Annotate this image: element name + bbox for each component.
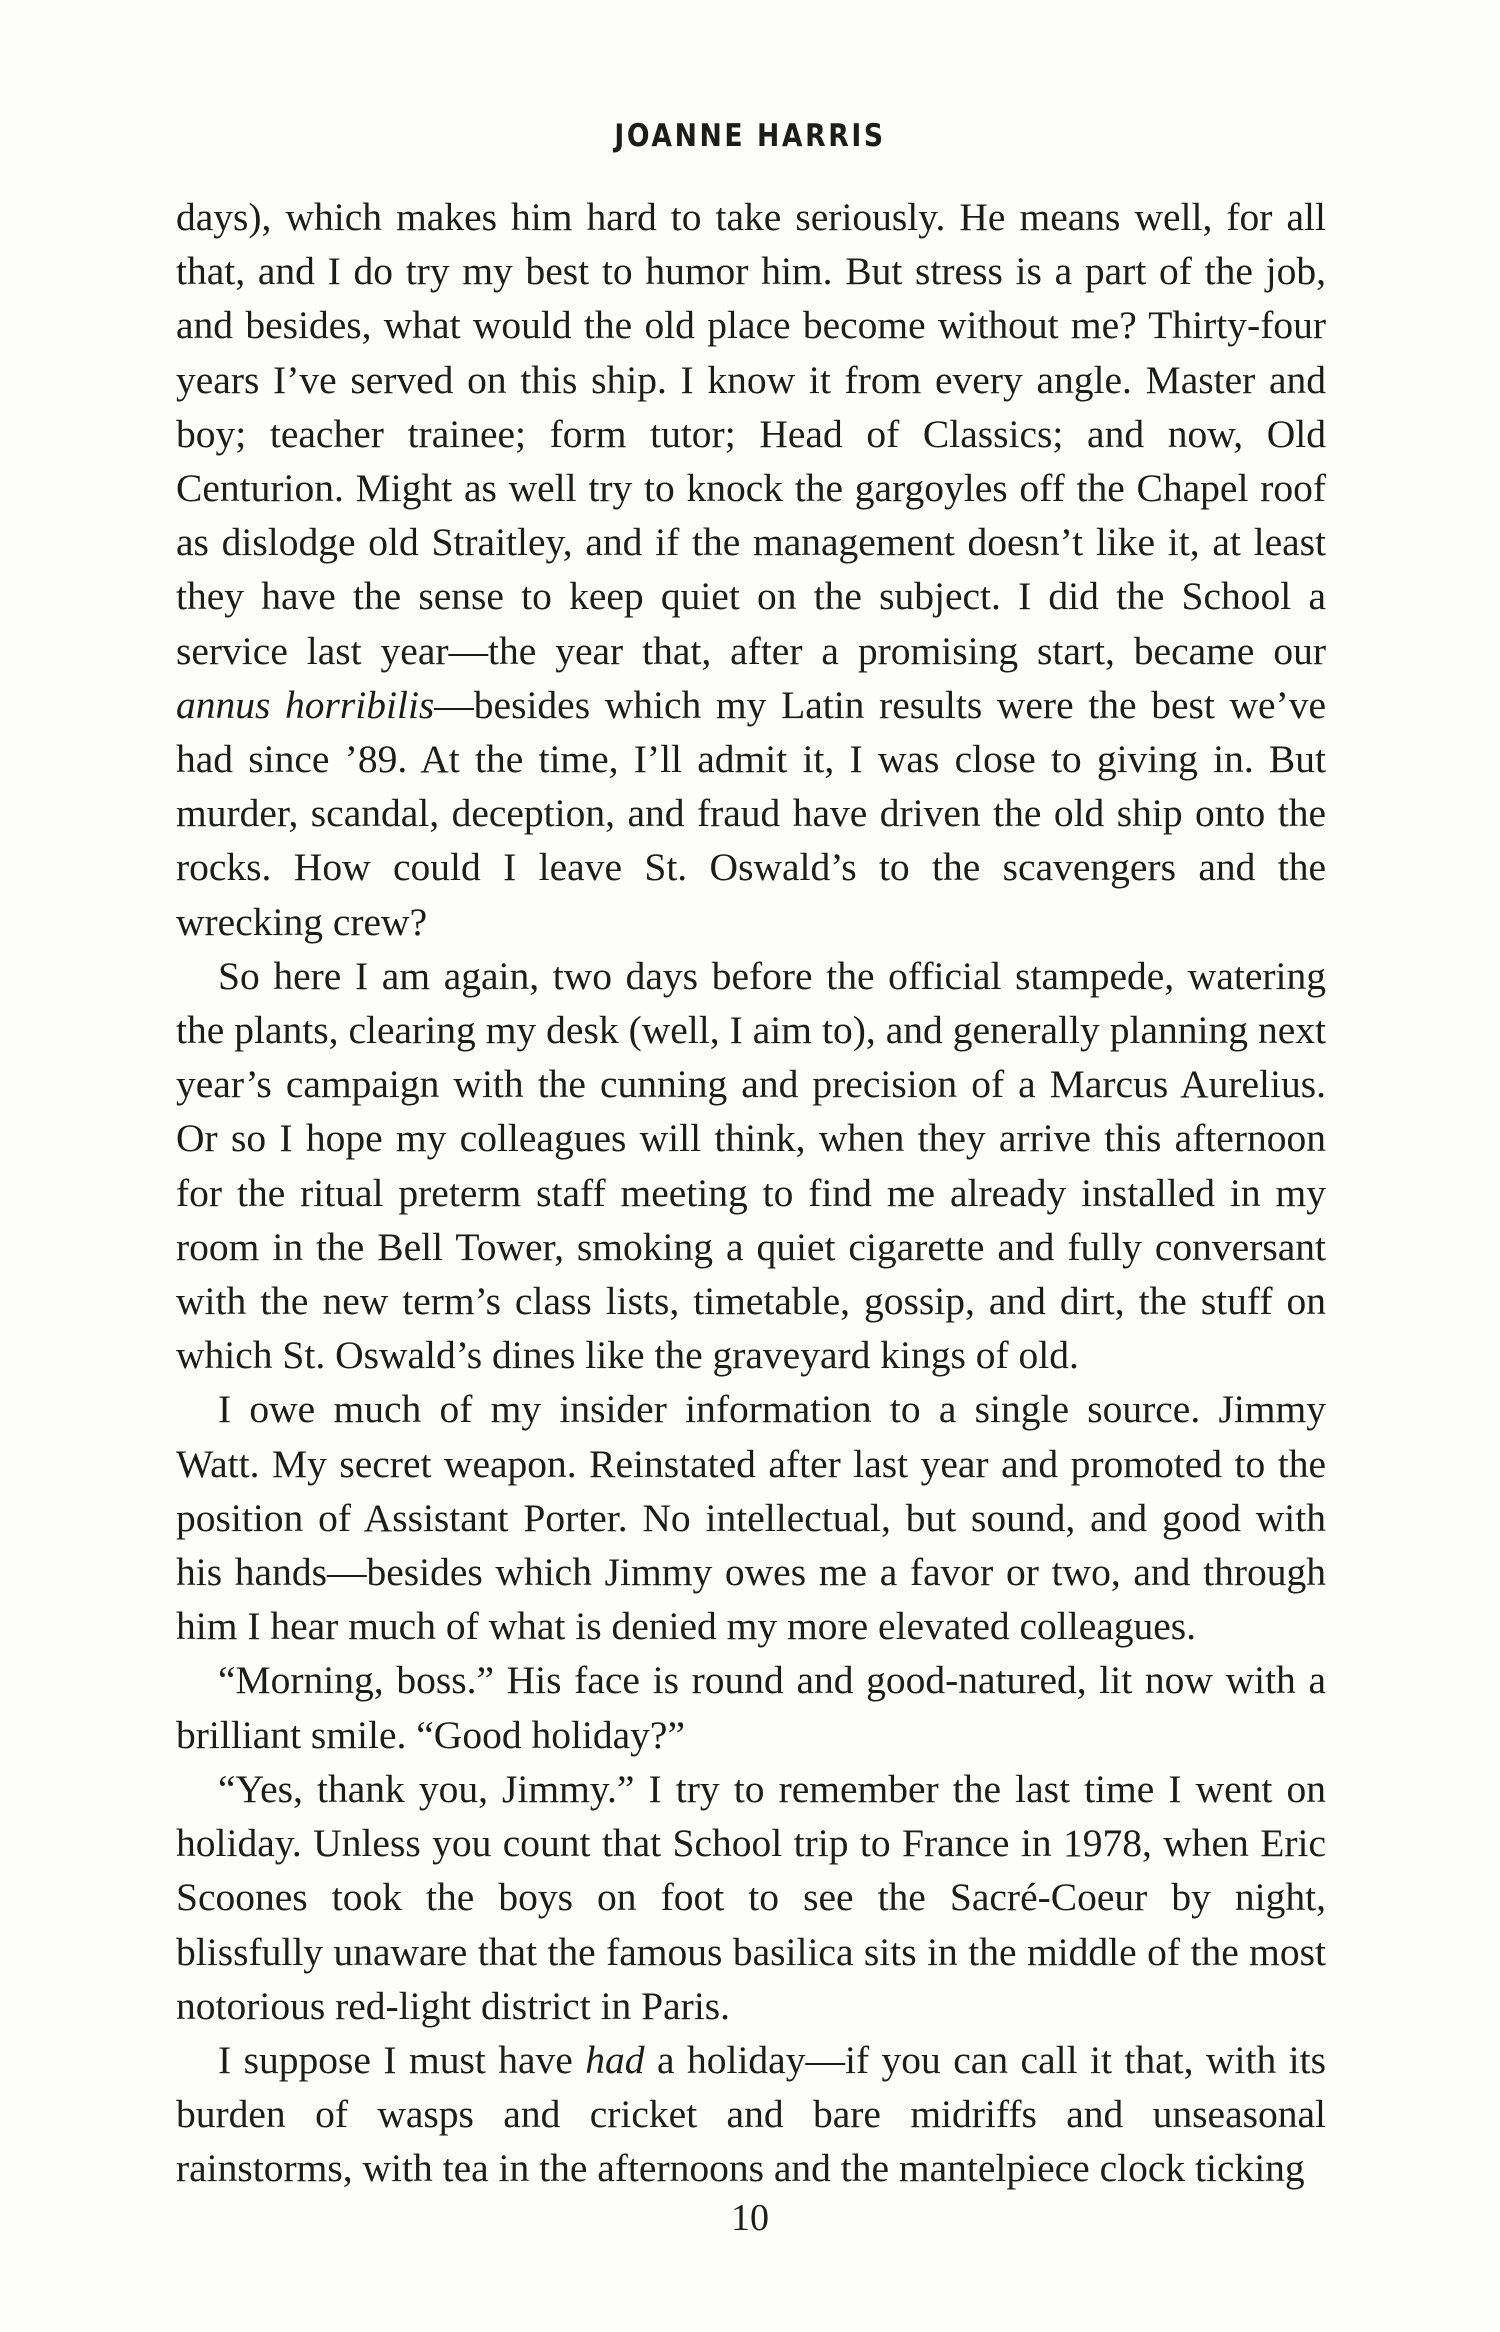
paragraph	[176, 190, 1326, 949]
paragraph: So here I am again, two days before the official stampede, watering the plants, clearing my desk (well, I aim to), and generally planning next year’s campaign with the cunning and precision of a Marcus Aurelius. Or so I hope my colleagues will think, when they arrive this afternoon for the ritual preterm staff meeting to find me already installed in my room in the Bell Tower, smoking a quiet cigarette and fully conversant with the new term’s class lists, timetable, gossip, and dirt, the stuff on which St. Oswald’s dines like the graveyard kings of old.	[176, 953, 1326, 1378]
body-text	[176, 190, 1326, 2196]
paragraph: “Yes, thank you, Jimmy.” I try to remember the last time I went on holiday. Unless you count that School trip to France in 1978, when Eric Scoones took the boys on foot to see the Sacré-Coeur by night, blissfully unaware that the famous basilica sits in the middle of the most notorious red-light district in Paris.	[176, 1766, 1326, 2028]
page-number: 10	[731, 2197, 769, 2239]
paragraph-text: —besides which my Latin results were the best we’ve had since ’89. At the time, I’ll admit it, I was close to giving in. But murder, scandal, deception, and fraud have driven the old ship onto the rocks. How could I leave St. Oswald’s to the scavengers and the wrecking crew?	[176, 682, 1326, 944]
paragraph-text: a holiday—if you can call it that, with its burden of wasps and cricket and bare midriffs and unseasonal rainstorms, with tea in the afternoons and the mantelpiece clock ticking	[176, 2037, 1326, 2191]
paragraph: I owe much of my insider information to a single source. Jimmy Watt. My secret weapon. Reinstated after last year and promoted to the position of Assistant Porter. No intellectual, but sound, and good with his hands—besides which Jimmy owes me a favor or two, and through him I hear much of what is denied my more elevated colleagues.	[176, 1387, 1326, 1649]
paragraph	[176, 2033, 1326, 2196]
running-head: JOANNE HARRIS	[614, 118, 886, 154]
paragraph-text: I suppose I must have	[218, 2037, 586, 2082]
italic-word: had	[585, 2037, 645, 2082]
paragraph-text: days), which makes him hard to take seriously. He means well, for all that, and I do try my best to humor him. But stress is a part of the job, and besides, what would the old place become without me? Thirty-four years I’ve served on this ship. I know it from every angle. Master and boy; teacher trainee; form tutor; Head of Classics; and now, Old Centurion. Might as well try to knock the gargoyles off the Chapel roof as dislodge old Straitley, and if the management doesn’t like it, at least they have the sense to keep quiet on the subject. I did the School a service last year—the year that, after a promising start, became our	[176, 195, 1326, 673]
paragraph: “Morning, boss.” His face is round and good-natured, lit now with a brilliant smile. “Good holiday?”	[176, 1658, 1326, 1757]
italic-phrase: annus horribilis	[176, 682, 435, 727]
